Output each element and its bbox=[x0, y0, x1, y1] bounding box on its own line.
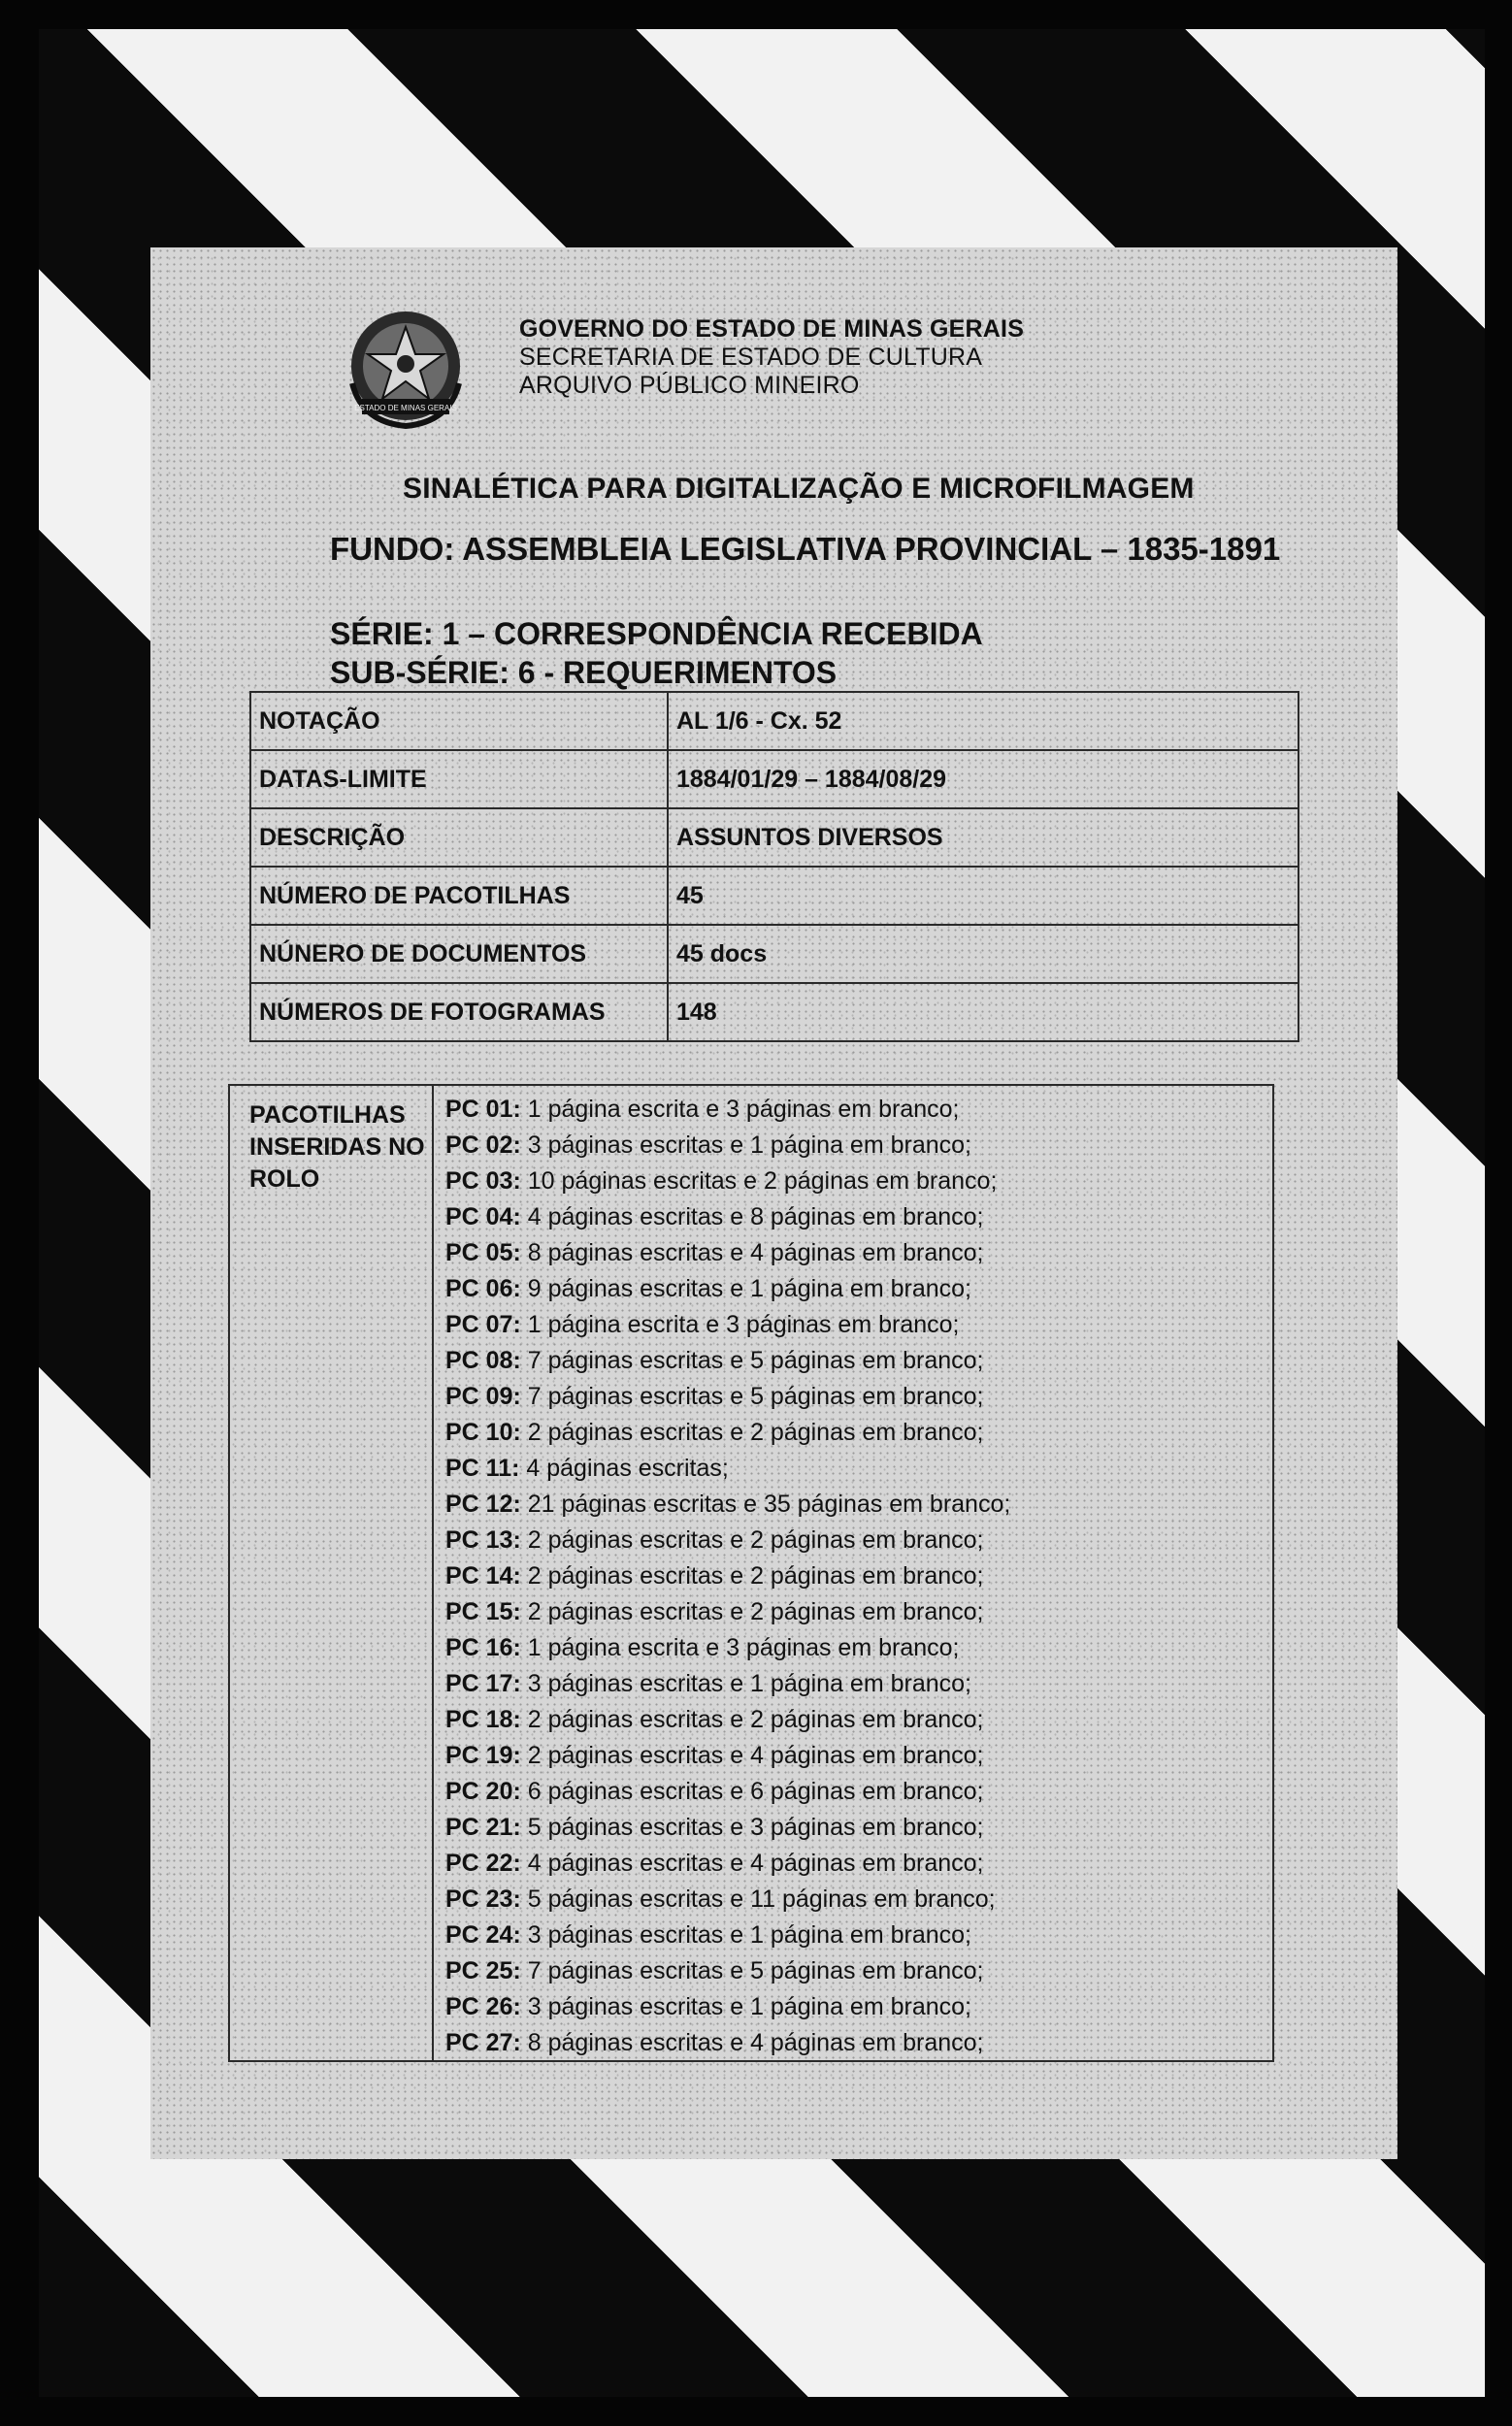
document-title: SINALÉTICA PARA DIGITALIZAÇÃO E MICROFILMAGEM bbox=[403, 473, 1195, 505]
pacotilha-code: PC 23: bbox=[445, 1885, 521, 1913]
pacotilha-description: 2 páginas escritas e 4 páginas em branco; bbox=[527, 1742, 984, 1769]
serie-heading: SÉRIE: 1 – CORRESPONDÊNCIA RECEBIDA bbox=[330, 616, 983, 651]
pacotilha-description: 4 páginas escritas; bbox=[526, 1455, 729, 1482]
table-row bbox=[250, 867, 1298, 925]
list-item bbox=[445, 1630, 1263, 1666]
pacotilha-description: 1 página escrita e 3 páginas em branco; bbox=[527, 1096, 960, 1123]
row-value: 45 bbox=[668, 867, 1298, 925]
pacotilha-description: 3 páginas escritas e 1 página em branco; bbox=[527, 1131, 971, 1159]
list-item bbox=[445, 2025, 1263, 2061]
list-item bbox=[445, 1774, 1263, 1810]
pacotilha-code: PC 12: bbox=[445, 1491, 521, 1518]
pacotilha-code: PC 07: bbox=[445, 1311, 521, 1338]
pacotilha-code: PC 06: bbox=[445, 1275, 521, 1302]
list-item bbox=[445, 1307, 1263, 1343]
pacotilha-code: PC 26: bbox=[445, 1993, 521, 2020]
table-row bbox=[250, 925, 1298, 983]
list-item bbox=[445, 1164, 1263, 1199]
pacotilha-description: 3 páginas escritas e 1 página em branco; bbox=[527, 1670, 971, 1697]
state-seal-icon bbox=[343, 306, 469, 432]
pacotilha-description: 2 páginas escritas e 2 páginas em branco; bbox=[527, 1598, 984, 1625]
pacotilha-description: 10 páginas escritas e 2 páginas em branco; bbox=[527, 1167, 998, 1195]
pacotilha-description: 8 páginas escritas e 4 páginas em branco; bbox=[527, 1239, 984, 1266]
row-value: 148 bbox=[668, 983, 1298, 1041]
pacotilha-description: 7 páginas escritas e 5 páginas em branco; bbox=[527, 1383, 984, 1410]
pacotilha-code: PC 11: bbox=[445, 1455, 520, 1482]
list-item bbox=[445, 1487, 1263, 1523]
pacotilha-code: PC 25: bbox=[445, 1957, 521, 1984]
list-item bbox=[445, 1702, 1263, 1738]
pacotilhas-table bbox=[228, 1084, 1274, 2062]
row-value: 1884/01/29 – 1884/08/29 bbox=[668, 750, 1298, 808]
pacotilha-code: PC 16: bbox=[445, 1634, 521, 1661]
list-item bbox=[445, 1235, 1263, 1271]
table-row bbox=[250, 983, 1298, 1041]
pacotilha-description: 1 página escrita e 3 páginas em branco; bbox=[527, 1634, 960, 1661]
row-label: NOTAÇÃO bbox=[250, 692, 668, 750]
pacotilha-code: PC 17: bbox=[445, 1670, 521, 1697]
list-item bbox=[445, 1594, 1263, 1630]
pacotilha-code: PC 15: bbox=[445, 1598, 521, 1625]
row-label: DATAS-LIMITE bbox=[250, 750, 668, 808]
pacotilha-description: 3 páginas escritas e 1 página em branco; bbox=[527, 1921, 971, 1949]
list-item bbox=[445, 1128, 1263, 1164]
pacotilha-code: PC 22: bbox=[445, 1850, 521, 1877]
pacotilha-description: 2 páginas escritas e 2 páginas em branco; bbox=[527, 1419, 984, 1446]
institution-header bbox=[519, 315, 1024, 400]
pacotilha-code: PC 18: bbox=[445, 1706, 521, 1733]
pacotilha-code: PC 27: bbox=[445, 2029, 521, 2056]
table-row bbox=[250, 750, 1298, 808]
list-item bbox=[445, 1415, 1263, 1451]
pacotilha-description: 9 páginas escritas e 1 página em branco; bbox=[527, 1275, 971, 1302]
list-item bbox=[445, 1846, 1263, 1882]
row-label: NÚNERO DE DOCUMENTOS bbox=[250, 925, 668, 983]
list-item bbox=[445, 1199, 1263, 1235]
seal-text: ESTADO DE MINAS GERAIS bbox=[354, 404, 457, 412]
pacotilha-description: 6 páginas escritas e 6 páginas em branco; bbox=[527, 1778, 984, 1805]
list-item bbox=[445, 1379, 1263, 1415]
pacotilha-code: PC 24: bbox=[445, 1921, 521, 1949]
subserie-heading: SUB-SÉRIE: 6 - REQUERIMENTOS bbox=[330, 655, 838, 690]
table-row bbox=[250, 692, 1298, 750]
pacotilha-code: PC 04: bbox=[445, 1203, 521, 1230]
pacotilha-description: 7 páginas escritas e 5 páginas em branco; bbox=[527, 1957, 984, 1984]
list-item bbox=[445, 1523, 1263, 1558]
pacotilha-code: PC 02: bbox=[445, 1131, 521, 1159]
list-item bbox=[445, 1918, 1263, 1953]
table-row bbox=[250, 808, 1298, 867]
document-sheet bbox=[150, 247, 1397, 2159]
pacotilha-code: PC 13: bbox=[445, 1526, 521, 1554]
row-value: ASSUNTOS DIVERSOS bbox=[668, 808, 1298, 867]
pacotilha-code: PC 01: bbox=[445, 1096, 521, 1123]
pacotilha-description: 2 páginas escritas e 2 páginas em branco; bbox=[527, 1562, 984, 1590]
list-item bbox=[445, 1953, 1263, 1989]
pacotilha-description: 4 páginas escritas e 4 páginas em branco; bbox=[527, 1850, 984, 1877]
pacotilha-code: PC 09: bbox=[445, 1383, 521, 1410]
list-item bbox=[445, 1558, 1263, 1594]
list-item bbox=[445, 1271, 1263, 1307]
row-label: NÚMEROS DE FOTOGRAMAS bbox=[250, 983, 668, 1041]
pacotilha-description: 3 páginas escritas e 1 página em branco; bbox=[527, 1993, 971, 2020]
pacotilhas-list bbox=[445, 1092, 1263, 2061]
header-line-archive: ARQUIVO PÚBLICO MINEIRO bbox=[519, 372, 860, 399]
pacotilha-description: 1 página escrita e 3 páginas em branco; bbox=[527, 1311, 960, 1338]
pacotilha-description: 8 páginas escritas e 4 páginas em branco; bbox=[527, 2029, 984, 2056]
list-item bbox=[445, 1989, 1263, 2025]
row-value: AL 1/6 - Cx. 52 bbox=[668, 692, 1298, 750]
pacotilha-code: PC 14: bbox=[445, 1562, 521, 1590]
pacotilha-code: PC 20: bbox=[445, 1778, 521, 1805]
pacotilha-description: 2 páginas escritas e 2 páginas em branco; bbox=[527, 1706, 984, 1733]
list-item bbox=[445, 1738, 1263, 1774]
list-item bbox=[445, 1343, 1263, 1379]
row-label: DESCRIÇÃO bbox=[250, 808, 668, 867]
list-item bbox=[445, 1092, 1263, 1128]
pacotilha-description: 7 páginas escritas e 5 páginas em branco; bbox=[527, 1347, 984, 1374]
serie-block bbox=[330, 614, 983, 692]
pacotilhas-label: PACOTILHAS INSERIDAS NO ROLO bbox=[230, 1086, 434, 2060]
pacotilha-code: PC 21: bbox=[445, 1814, 521, 1841]
pacotilha-description: 4 páginas escritas e 8 páginas em branco; bbox=[527, 1203, 984, 1230]
row-value: 45 docs bbox=[668, 925, 1298, 983]
row-label: NÚMERO DE PACOTILHAS bbox=[250, 867, 668, 925]
fundo-heading: FUNDO: ASSEMBLEIA LEGISLATIVA PROVINCIAL – 1835-1891 bbox=[330, 531, 1281, 567]
pacotilha-code: PC 03: bbox=[445, 1167, 521, 1195]
list-item bbox=[445, 1882, 1263, 1918]
pacotilha-description: 21 páginas escritas e 35 páginas em branco; bbox=[527, 1491, 1011, 1518]
pacotilha-code: PC 05: bbox=[445, 1239, 521, 1266]
header-line-secretariat: SECRETARIA DE ESTADO DE CULTURA bbox=[519, 344, 983, 371]
metadata-table bbox=[249, 691, 1299, 1042]
list-item bbox=[445, 1810, 1263, 1846]
list-item bbox=[445, 1666, 1263, 1702]
header-line-government: GOVERNO DO ESTADO DE MINAS GERAIS bbox=[519, 315, 1025, 343]
pacotilha-description: 2 páginas escritas e 2 páginas em branco; bbox=[527, 1526, 984, 1554]
list-item bbox=[445, 1451, 1263, 1487]
pacotilha-description: 5 páginas escritas e 3 páginas em branco; bbox=[527, 1814, 984, 1841]
pacotilha-code: PC 08: bbox=[445, 1347, 521, 1374]
pacotilha-code: PC 10: bbox=[445, 1419, 521, 1446]
pacotilha-description: 5 páginas escritas e 11 páginas em branco; bbox=[527, 1885, 996, 1913]
pacotilha-code: PC 19: bbox=[445, 1742, 521, 1769]
